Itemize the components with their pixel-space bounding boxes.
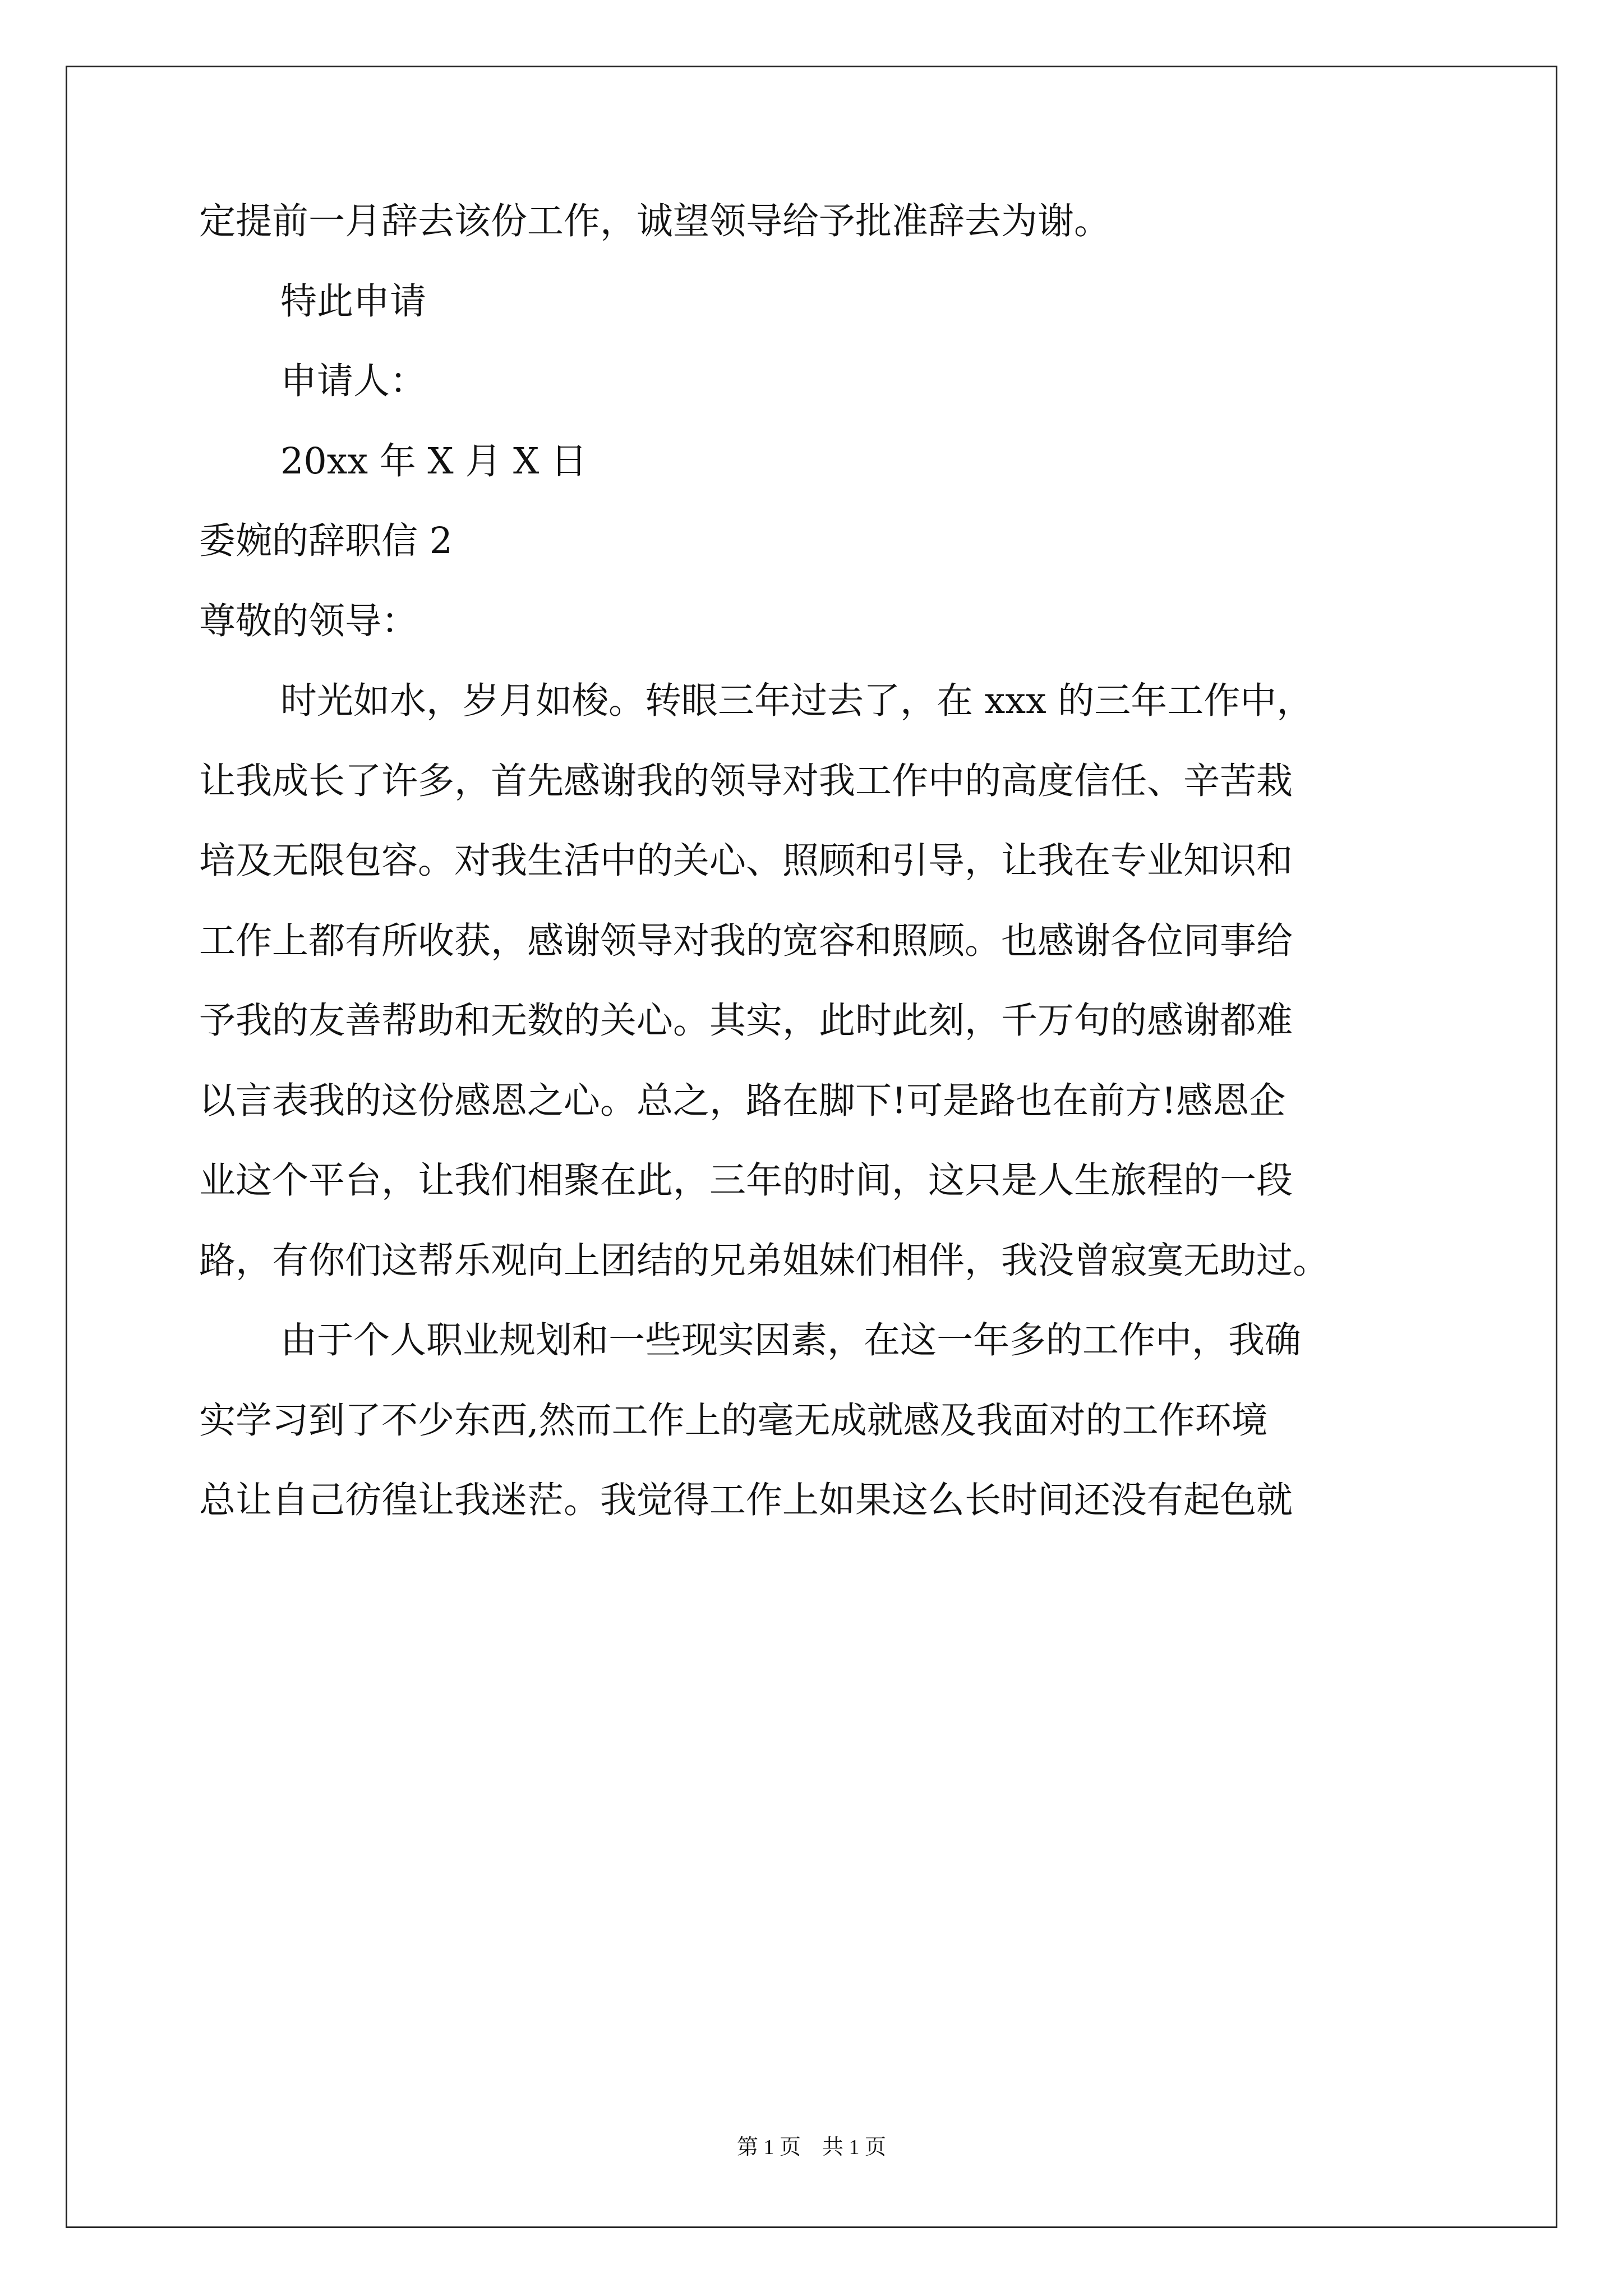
date-line: 20xx 年 X 月 X 日	[280, 440, 587, 482]
body-line: 工作上都有所收获，感谢领导对我的宽容和照顾。也感谢各位同事给	[199, 920, 1293, 962]
body-line: 让我成长了许多，首先感谢我的领导对我工作中的高度信任、辛苦栽	[199, 760, 1293, 802]
section-title: 委婉的辞职信 2	[199, 520, 453, 562]
page-footer: 第 1 页 共 1 页	[736, 2136, 886, 2159]
body-line: 实学习到了不少东西,然而工作上的毫无成就感及我面对的工作环境	[199, 1400, 1268, 1442]
body-line: 以言表我的这份感恩之心。总之，路在脚下!可是路也在前方!感恩企	[199, 1080, 1286, 1122]
body-line: 路，有你们这帮乐观向上团结的兄弟姐妹们相伴，我没曾寂寞无助过。	[199, 1240, 1330, 1282]
body-line: 业这个平台，让我们相聚在此，三年的时间，这只是人生旅程的一段	[199, 1159, 1293, 1202]
body-line: 培及无限包容。对我生活中的关心、照顾和引导，让我在专业知识和	[199, 840, 1293, 882]
closing-phrase: 特此申请	[280, 280, 427, 323]
body-line: 总让自己彷徨让我迷茫。我觉得工作上如果这么长时间还没有起色就	[199, 1479, 1293, 1521]
body-line: 由于个人职业规划和一些现实因素，在这一年多的工作中，我确	[280, 1319, 1302, 1361]
applicant-label: 申请人：	[280, 360, 427, 402]
body-line: 予我的友善帮助和无数的关心。其实，此时此刻，千万句的感谢都难	[199, 1000, 1293, 1042]
salutation: 尊敬的领导：	[199, 600, 418, 642]
body-line: 时光如水，岁月如梭。转眼三年过去了，在 xxx 的三年工作中，	[280, 680, 1313, 722]
body-line: 定提前一月辞去该份工作，诚望领导给予批准辞去为谢。	[199, 200, 1111, 242]
